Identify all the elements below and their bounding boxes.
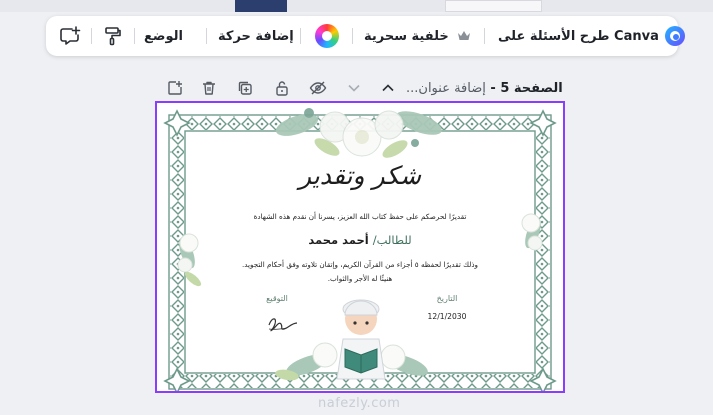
previous-page-thumbnail [445,0,542,12]
canva-assistant-icon [665,26,685,46]
certificate-heading: شكر وتقدير [298,161,422,190]
page-number-label: الصفحة 5 - [490,80,563,96]
magic-background-label: خلفية سحرية [364,28,449,44]
delete-page-button[interactable] [198,76,220,100]
chevron-up-icon [381,83,395,93]
add-page-icon [167,80,183,96]
position-button[interactable] [144,16,183,56]
add-comment-button[interactable] [58,16,82,56]
copy-style-button[interactable] [101,16,125,56]
move-page-up-button[interactable] [377,76,399,100]
add-animation-button[interactable] [218,16,294,56]
certificate-intro: تقديرًا لحرصكم على حفظ كتاب الله العزيز، يسرنا أن نقدم هذه الشهادة [253,212,467,221]
ask-canva-button[interactable] [498,16,685,56]
crown-icon [457,30,471,42]
canvas-strip-previous-page [0,0,713,12]
boy-reading-illustration [337,300,385,379]
date-label: التاريخ [436,294,458,303]
recipient-prefix: للطالب/ [372,233,412,247]
eye-slash-icon [309,80,327,96]
certificate-body-line-2: هنيئًا له الأجر والثواب. [327,274,393,283]
color-wheel-icon [315,24,339,48]
hide-page-button[interactable] [307,76,329,100]
trash-icon [201,80,217,96]
signature-label: التوقيع [266,294,288,303]
page-title[interactable] [406,76,566,100]
certificate-ornamental-frame [157,103,563,391]
page-action-bar [160,76,565,100]
watermark: nafezly.com [318,396,401,411]
design-page-canvas[interactable] [155,101,565,393]
lock-page-button[interactable] [271,76,293,100]
recipient-name: أحمد محمد [308,233,369,247]
duplicate-icon [237,80,253,96]
position-label: الوضع [144,28,183,44]
element-toolbar [46,16,678,56]
certificate-body-line-1: وذلك تقديرًا لحفظه ٥ أجزاء من القرآن الكريم، وإتقان تلاوته وفق أحكام التجويد. [241,260,479,269]
comment-plus-icon [59,25,81,47]
ask-canva-label: طرح الأسئلة على Canva [498,28,659,44]
color-picker-button[interactable] [314,16,340,56]
magic-background-button[interactable] [364,16,471,56]
previous-page-thumbnail [235,0,287,12]
chevron-down-icon [347,83,361,93]
unlock-icon [274,80,290,96]
move-page-down-button[interactable] [343,76,365,100]
paint-roller-icon [104,26,122,46]
page-title-input[interactable]: إضافة عنوان... [406,80,486,96]
date-value: 12/1/2030 [427,312,467,321]
recipient-line [237,233,483,247]
add-page-button[interactable] [164,76,186,100]
add-animation-label: إضافة حركة [218,28,294,44]
duplicate-page-button[interactable] [234,76,256,100]
